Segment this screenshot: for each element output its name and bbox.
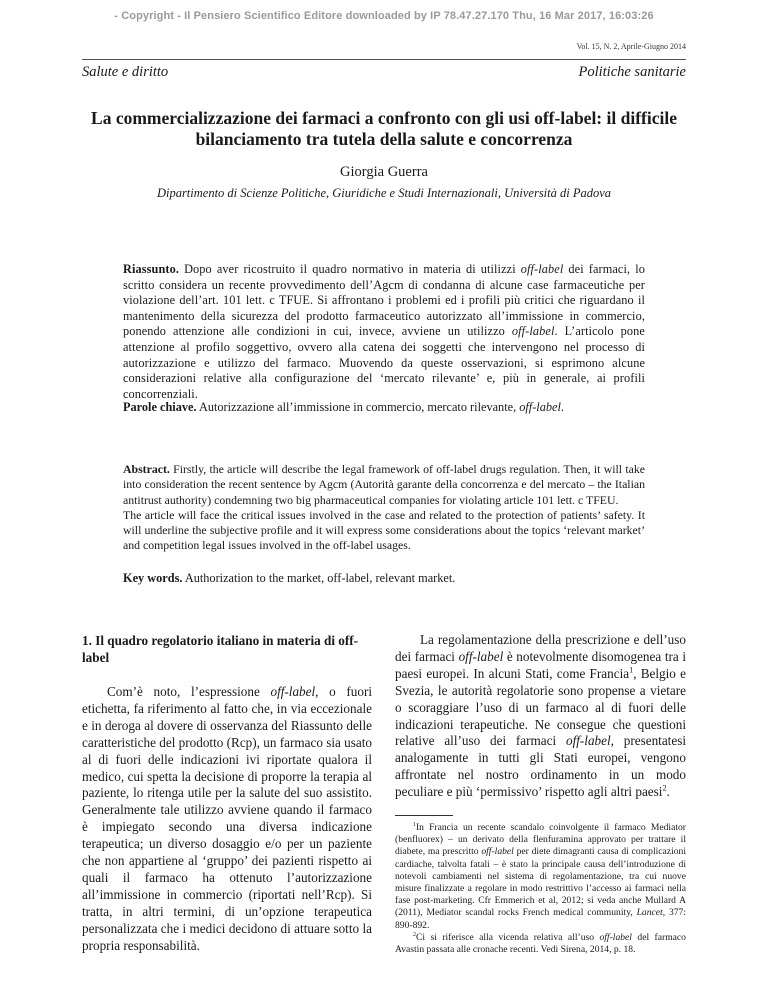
body-text: , Belgio e Svezia, le autorità regolatorie sono propense a vietare o scoraggiare l’uso di un farmaco al di fuori delle indicazioni terapeutiche. Ne consegue che questioni relative all’uso dei farmaci <box>395 665 686 749</box>
footnote-ref: 2 <box>662 783 667 793</box>
parole-chiave-offlabel-term: off-label <box>519 400 561 414</box>
abstract-p1 <box>123 462 645 508</box>
key-words-paragraph <box>123 571 645 587</box>
offlabel-term: off-label <box>458 648 504 664</box>
footnote-ref: 1 <box>629 665 634 675</box>
volume-info: Vol. 15, N. 2, Aprile-Giugno 2014 <box>576 42 686 51</box>
parole-chiave-text: Autorizzazione all’immissione in commercio, mercato rilevante, <box>196 400 520 414</box>
offlabel-term: off-label <box>481 846 514 858</box>
body-paragraph <box>395 632 686 801</box>
footnote-text: In Francia un recente scandalo coinvolgente il farmaco Mediator (benfluorex) – un derivato della flenfuramina approvato per trattare il diabete, ma prescritto <box>395 822 686 858</box>
riassunto-paragraph <box>123 262 645 402</box>
article-title: La commercializzazione dei farmaci a confronto con gli usi off-label: il difficile bilanciamento tra tutela della salute e concorrenza <box>91 108 677 149</box>
abstract-paragraph <box>123 462 645 554</box>
body-text: Com’è noto, l’espressione <box>107 684 271 699</box>
offlabel-term: off-label <box>599 931 632 943</box>
footnote-text: per diete dimagranti causa di complicazioni cardiache, talvolta fatali – è stato la principale causa dell’introduzione di notevoli cambiamenti nel sistema di regolamentazione, tra cui nuove misure finalizzate a regolare in modo restrittivo l’accesso ai farmaci nella fase post-marketing. Cfr Emmerich et al, 2012; si veda anche Mullard A (2011), Mediator scandal rocks French medical community, <box>395 846 686 919</box>
riassunto-text: dei farmaci, lo scritto considera un recente provvedimento dell’Agcm di condanna di alcune case farmaceutiche per violazione dell’art. 101 lett. c TFUE. Si affrontano i problemi ed i profili più critici che riguardano il mantenimento della sicurezza del prodotto farmaceutico autorizzato all’immissione in commercio, ponendo attenzione alle condizioni in cui, invece, avviene un utilizzo <box>123 262 645 339</box>
footnote-text: del farmaco Avastin passata alle cronache recenti. Vedi Sirena, 2014, p. 18. <box>395 931 686 956</box>
abstract-label: Abstract. <box>123 462 170 476</box>
section-heading: 1. Il quadro regolatorio italiano in materia di off-label <box>82 633 359 665</box>
footnote-divider <box>395 815 453 816</box>
author-affiliation: Dipartimento di Scienze Politiche, Giuridiche e Studi Internazionali, Università di Padova <box>156 186 612 200</box>
body-text: è notevolmente disomogenea tra i paesi europei. In alcuni Stati, come Francia <box>395 648 686 681</box>
offlabel-term: off-label <box>270 684 316 699</box>
footnote-number: 2 <box>413 931 416 938</box>
footnote-2 <box>395 932 686 956</box>
author-name: Giorgia Guerra <box>340 164 428 180</box>
right-column <box>395 632 686 956</box>
riassunto-offlabel-term: off-label <box>520 262 564 276</box>
header-divider <box>82 59 686 60</box>
key-words-label: Key words. <box>123 571 183 585</box>
footnote-text: Ci si riferisce alla vicenda relativa all’uso <box>415 931 600 943</box>
abstract-text: Firstly, the article will describe the legal framework of off-label drugs regulation. Then, it will take into consideration the recent sentence by Agcm (Autorità garante della concorrenza e del mercato – the Italian antitrust authority) condemning two big pharmaceutical companies for violating article 101 lett. c TFEU. <box>123 462 645 507</box>
left-column <box>82 632 372 955</box>
journal-name: Lancet <box>636 907 663 919</box>
key-words-text: Authorization to the market, off-label, relevant market. <box>182 571 456 585</box>
body-text: , presentatesi analogamente in tutti gli Stati europei, vengono affrontate nel nostro ordinamento in un modo peculiare e più ‘permissivo’ rispetto agli altri paesi <box>395 733 686 800</box>
body-text: La regolamentazione della prescrizione e dell’uso dei farmaci <box>395 632 686 664</box>
footnote-1 <box>395 822 686 932</box>
riassunto-label: Riassunto. <box>123 262 180 276</box>
body-text: , o fuori etichetta, fa riferimento al fatto che, in via eccezionale e in deroga al dovere di osservanza del Riassunto delle caratteristiche del prodotto (Rcp), un farmaco sia usato al di fuori delle indicazioni ivi riportate qualora il medico, cui spetta la decisione di proporre la terapia al paziente, lo ritenga utile per la salute del suo assistito. Generalmente tale utilizzo avviene quando il farmaco è impiegato secondo una diversa indicazione terapeutica; un diverso dosaggio e/o per un paziente che non appartiene al ‘gruppo’ dei pazienti rispetto ai quali il farmaco ha ottenuto l’autorizzazione all’immissione in commercio (riportati nell’Rcp). Si tratta, in altri termini, di un’opzione terapeutica personalizzata che i medici decidono di attuare sotto la propria responsabilità. <box>82 684 373 953</box>
body-paragraph <box>82 684 372 955</box>
riassunto-offlabel-term: off-label <box>511 324 555 339</box>
parole-chiave-label: Parole chiave. <box>123 400 197 414</box>
offlabel-term: off-label <box>565 733 611 749</box>
copyright-notice: - Copyright - Il Pensiero Scientifico Editore downloaded by IP 78.47.27.170 Thu, 16 Mar 2017, 16:03:26 <box>114 10 654 22</box>
parole-chiave-paragraph <box>123 400 645 416</box>
section-label-left: Salute e diritto <box>82 64 169 80</box>
section-label-right: Politiche sanitarie <box>578 64 686 80</box>
body-text: . <box>666 784 670 800</box>
parole-chiave-text: . <box>560 400 564 414</box>
riassunto-text: . L’articolo pone attenzione al profilo soggettivo, ovvero alla catena dei soggetti che intervengono nel processo di autorizzazione e utilizzo del farmaco. Muovendo da queste osservazioni, si esprimono alcune considerazioni relative alla configurazione del ‘mercato rilevante’ e, più in generale, ai profili concorrenziali. <box>123 324 645 401</box>
footnote-number: 1 <box>413 821 416 828</box>
footnote-text: , 377: 890-892. <box>395 907 686 931</box>
riassunto-text: Dopo aver ricostruito il quadro normativo in materia di utilizzi <box>179 262 521 276</box>
abstract-p2: The article will face the critical issues involved in the case and related to the protection of patients’ safety. It will underline the subjective profile and it will express some considerations about the topics ‘relevant market’ and competition legal issues involved in the off-label usages. <box>123 507 645 553</box>
